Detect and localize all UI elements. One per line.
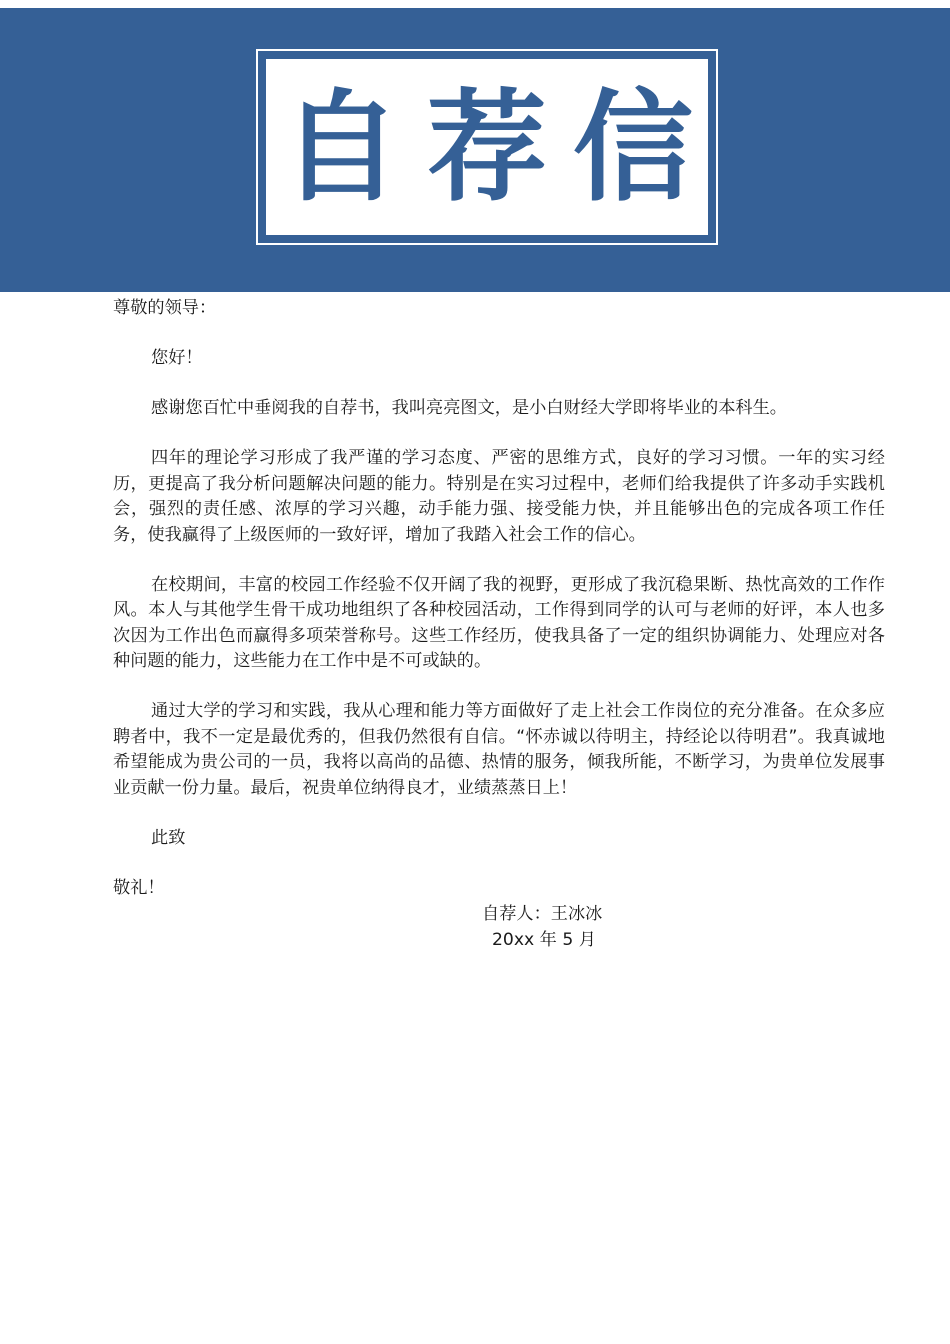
paragraph-closing-statement: 通过大学的学习和实践，我从心理和能力等方面做好了走上社会工作岗位的充分准备。在众多应聘者中，我不一定是最优秀的，但我仍然很有自信。“怀赤诚以待明主，持经论以待明君”。我真诚地希望能成为贵公司的一员，我将以高尚的品德、热情的服务，倾我所能，不断学习，为贵单位发展事业贡献一份力量。最后，祝贵单位纳得良才，业绩蒸蒸日上！ [113, 701, 885, 798]
greeting: 您好！ [151, 348, 203, 368]
salutation: 尊敬的领导： [113, 298, 217, 318]
letter-body [113, 296, 885, 901]
title-box [266, 59, 719, 235]
regards: 敬礼！ [113, 877, 165, 898]
closing: 此致 [151, 827, 186, 848]
paragraph-campus: 在校期间，丰富的校园工作经验不仅开阔了我的视野，更形成了我沉稳果断、热忱高效的工作作风。本人与其他学生骨干成功地组织了各种校园活动，工作得到同学的认可与老师的好评，本人也多次因为工作出色而赢得多项荣誉称号。这些工作经历，使我具备了一定的组织协调能力、处理应对各种问题的能力，这些能力在工作中是不可或缺的。 [113, 574, 885, 671]
page-title: 自荐信 [281, 79, 719, 218]
paragraph-intro: 感谢您百忙中垂阅我的自荐书，我叫亮亮图文，是小白财经大学即将毕业的本科生。 [151, 398, 787, 418]
signer: 自荐人：王冰冰 [482, 904, 603, 924]
date: 20xx 年 5 月 [492, 929, 596, 950]
paragraph-study: 四年的理论学习形成了我严谨的学习态度、严密的思维方式，良好的学习习惯。一年的实习经历，更提高了我分析问题解决问题的能力。特别是在实习过程中，老师们给我提供了许多动手实践机会，强烈的责任感、浓厚的学习兴趣，动手能力强、接受能力快，并且能够出色的完成各项工作任务，使我赢得了上级医师的一致好评，增加了我踏入社会工作的信心。 [113, 448, 885, 545]
signature-block [482, 902, 602, 953]
